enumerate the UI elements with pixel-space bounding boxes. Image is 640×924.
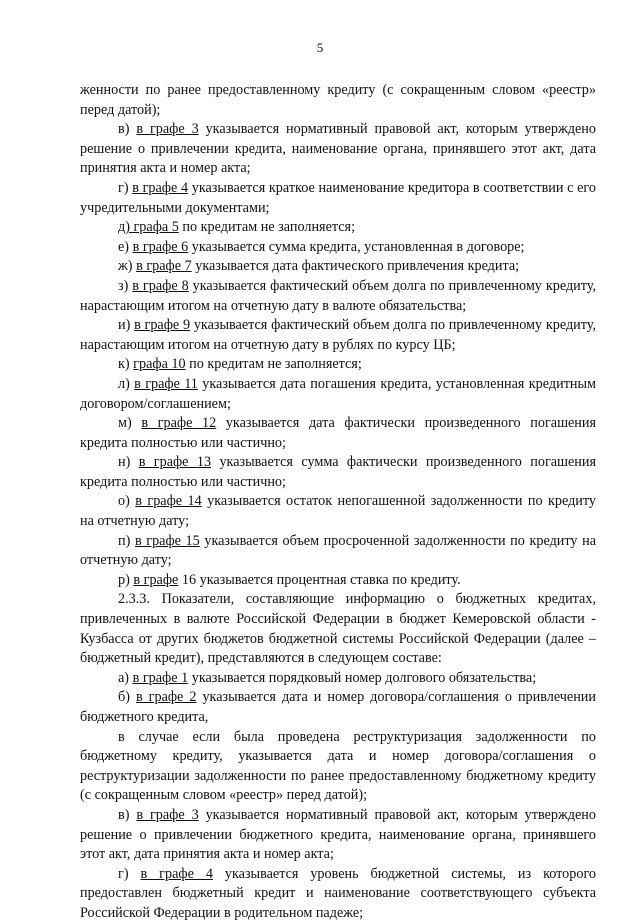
- column-reference: в графе 14: [135, 493, 202, 510]
- paragraph-text: по кредитам не заполняется;: [185, 356, 362, 373]
- paragraph-text: г): [118, 865, 141, 882]
- paragraph: [80, 590, 596, 668]
- paragraph-text: указывается краткое наименование кредитора в соответствии с его учредительными документами;: [80, 179, 596, 216]
- paragraph-text: и): [118, 317, 135, 334]
- paragraph: [80, 492, 596, 531]
- column-reference: в графе 3: [136, 121, 199, 138]
- paragraph-text: указывается объем просроченной задолженности по кредиту на отчетную дату;: [80, 532, 596, 569]
- paragraph-text: з): [118, 277, 133, 294]
- column-reference: в графе 3: [136, 806, 199, 823]
- paragraph-text: указывается сумма фактически произведенного погашения кредита полностью или частично;: [80, 454, 596, 490]
- paragraph-text: в случае если была проведена реструктуризация задолженности по бюджетному кредиту, указывается дата и номер договора/соглашения о реструктуризации задолженности по ранее предоставленному бюджетному кредиту (с сокращенным словом «реестр» перед датой);: [80, 728, 596, 804]
- column-reference: в графе 7: [136, 258, 192, 275]
- paragraph-text: к): [118, 356, 134, 373]
- paragraph: [80, 453, 596, 492]
- paragraph-text: указывается дата и номер договора/соглашения о привлечении бюджетного кредита,: [80, 689, 596, 725]
- paragraph: [80, 728, 596, 806]
- paragraph-text: в): [118, 121, 137, 138]
- paragraph: [80, 355, 596, 375]
- paragraph-text: 16 указывается процентная ставка по кредиту.: [178, 571, 461, 588]
- column-reference: в графе 11: [134, 375, 198, 392]
- paragraph-text: указывается фактический объем долга по привлеченному кредиту, нарастающим итогом на отчетную дату в валюте обязательства;: [80, 277, 596, 314]
- paragraph: [80, 316, 596, 355]
- column-reference: в графе 4: [132, 179, 189, 196]
- column-reference: в графе 6: [132, 238, 189, 255]
- paragraph: [80, 81, 596, 120]
- paragraph-text: указывается сумма кредита, установленная в договоре;: [188, 238, 525, 255]
- paragraph-text: 2.3.3. Показатели, составляющие информацию о бюджетных кредитах, привлеченных в валюте Российской Федерации в бюджет Кемеровской области - Кузбасса от других бюджетов бюджетной системы Российской Федерации (далее – бюджетный кредит), представляются в следующем составе:: [80, 591, 596, 667]
- paragraph-text: указывается нормативный правовой акт, которым утверждено решение о привлечении бюджетного кредита, наименование органа, принявшего этот акт, дата принятия акта и номер акта;: [80, 806, 596, 863]
- paragraph-text: р): [118, 571, 134, 588]
- paragraph-text: г): [118, 179, 133, 196]
- paragraph-text: указывается порядковый номер долгового обязательства;: [188, 669, 537, 686]
- paragraph: [80, 414, 596, 453]
- paragraph: [80, 277, 596, 316]
- paragraph-text: е): [118, 238, 133, 255]
- paragraph-text: женности по ранее предоставленному кредиту (с сокращенным словом «реестр» перед датой);: [80, 82, 596, 118]
- paragraph-text: о): [118, 493, 136, 510]
- column-reference: в графе 4: [140, 865, 213, 882]
- paragraph-text: н): [118, 454, 139, 471]
- paragraph: [80, 179, 596, 218]
- paragraph-text: м): [118, 415, 142, 432]
- column-reference: в графе 13: [138, 454, 212, 471]
- paragraph-text: указывается фактический объем долга по привлеченному кредиту, нарастающим итогом на отчетную дату в рублях по курсу ЦБ;: [80, 317, 597, 353]
- document-body: [80, 81, 596, 924]
- paragraph-text: указывается дата погашения кредита, установленная кредитным договором/соглашением;: [80, 375, 596, 412]
- paragraph: [80, 532, 596, 571]
- column-reference: в графе 2: [135, 689, 197, 706]
- column-reference: в графе 1: [132, 669, 189, 686]
- column-reference: в графе: [133, 571, 179, 588]
- column-reference: в графе 12: [141, 415, 217, 432]
- paragraph: [80, 688, 596, 727]
- paragraph-text: указывается дата фактического привлечения кредита;: [191, 258, 520, 275]
- paragraph: [80, 806, 596, 865]
- page-number: 5: [316, 40, 324, 55]
- paragraph-text: п): [118, 532, 135, 549]
- column-reference: графа 10: [133, 356, 186, 373]
- paragraph: [80, 257, 596, 277]
- column-reference: в графе 8: [132, 277, 189, 294]
- paragraph-text: указывается остаток непогашенной задолженности по кредиту на отчетную дату;: [80, 493, 596, 530]
- paragraph-text: ж): [118, 258, 137, 275]
- paragraph-text: а): [118, 669, 133, 686]
- paragraph-text: указывается уровень бюджетной системы, из которого предоставлен бюджетный кредит и наименование соответствующего субъекта Российской Федерации в родительном падеже;: [80, 865, 597, 921]
- paragraph: [80, 375, 596, 414]
- paragraph-text: б): [118, 689, 136, 706]
- column-reference: в графе 9: [134, 317, 191, 334]
- paragraph: [80, 865, 596, 924]
- paragraph: [80, 218, 596, 238]
- paragraph: [80, 571, 596, 591]
- paragraph: [80, 238, 596, 258]
- column-reference: в графе 15: [134, 532, 200, 549]
- paragraph-text: указывается дата фактически произведенного погашения кредита полностью или частично;: [80, 415, 596, 451]
- paragraph-text: в): [118, 806, 137, 823]
- paragraph: [80, 120, 596, 179]
- column-reference: д) графа 5: [118, 219, 179, 236]
- paragraph: [80, 669, 596, 689]
- paragraph-text: л): [118, 375, 135, 392]
- paragraph-text: по кредитам не заполняется;: [178, 219, 356, 236]
- paragraph-text: указывается нормативный правовой акт, которым утверждено решение о привлечении кредита, наименование органа, принявшего этот акт, дата принятия акта и номер акта;: [80, 121, 596, 177]
